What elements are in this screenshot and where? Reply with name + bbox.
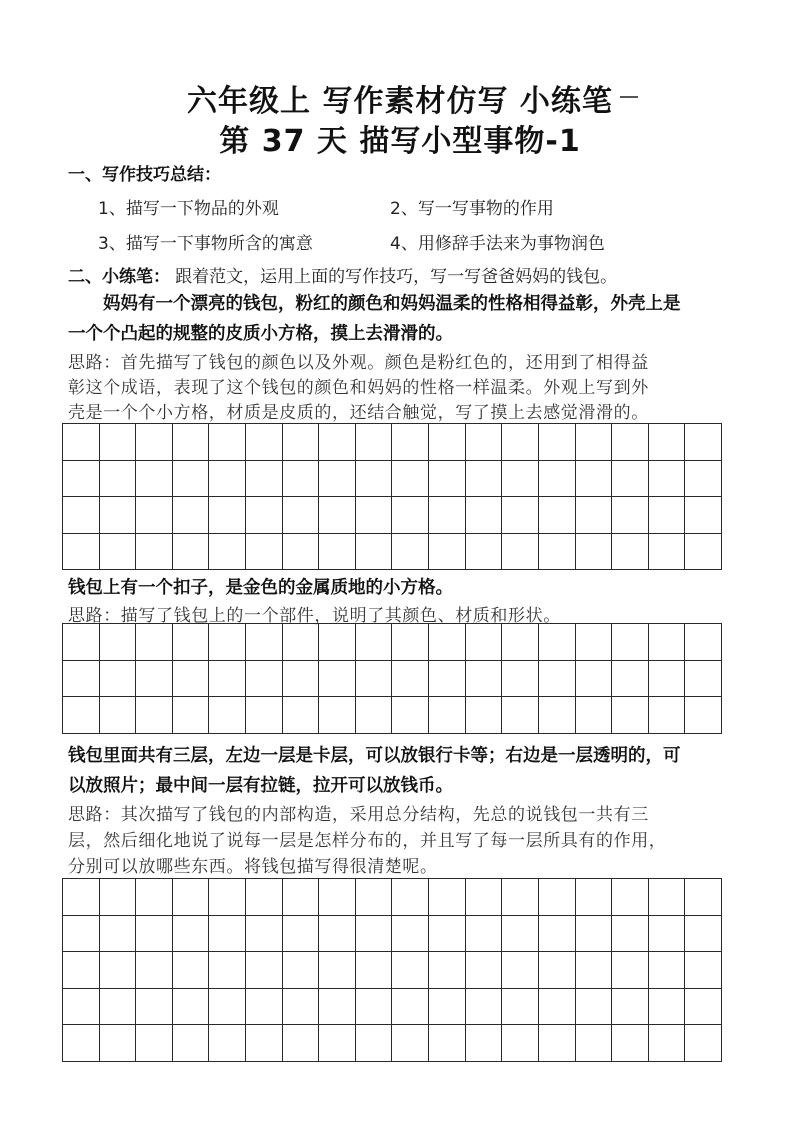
writing-cell[interactable] (392, 661, 429, 698)
writing-cell[interactable] (356, 989, 393, 1026)
writing-cell[interactable] (136, 497, 173, 534)
writing-cell[interactable] (502, 952, 539, 989)
writing-cell[interactable] (246, 534, 283, 571)
writing-cell[interactable] (356, 497, 393, 534)
writing-cell[interactable] (429, 916, 466, 953)
writing-cell[interactable] (612, 461, 649, 498)
writing-cell[interactable] (209, 461, 246, 498)
writing-cell[interactable] (466, 952, 503, 989)
writing-cell[interactable] (392, 534, 429, 571)
writing-cell[interactable] (576, 497, 613, 534)
writing-cell[interactable] (173, 989, 210, 1026)
writing-cell[interactable] (392, 1025, 429, 1062)
writing-cell[interactable] (392, 697, 429, 734)
writing-cell[interactable] (539, 461, 576, 498)
writing-cell[interactable] (136, 952, 173, 989)
writing-cell[interactable] (685, 461, 722, 498)
writing-cell[interactable] (649, 697, 686, 734)
writing-cell[interactable] (685, 424, 722, 461)
writing-cell[interactable] (612, 1025, 649, 1062)
writing-cell[interactable] (429, 424, 466, 461)
writing-cell[interactable] (429, 497, 466, 534)
writing-cell[interactable] (539, 497, 576, 534)
writing-cell[interactable] (466, 879, 503, 916)
tip-2: 2、写一写事物的作用 (390, 199, 554, 219)
writing-cell[interactable] (356, 916, 393, 953)
writing-cell[interactable] (246, 1025, 283, 1062)
section-1-heading: 一、写作技巧总结： (68, 165, 221, 185)
writing-cell[interactable] (539, 424, 576, 461)
writing-cell[interactable] (576, 424, 613, 461)
writing-cell[interactable] (100, 697, 137, 734)
writing-cell[interactable] (649, 461, 686, 498)
writing-cell[interactable] (429, 1025, 466, 1062)
writing-cell[interactable] (246, 424, 283, 461)
writing-cell[interactable] (209, 697, 246, 734)
writing-cell[interactable] (649, 989, 686, 1026)
writing-cell[interactable] (539, 916, 576, 953)
writing-cell[interactable] (429, 879, 466, 916)
writing-cell[interactable] (100, 461, 137, 498)
writing-cell[interactable] (283, 461, 320, 498)
writing-cell[interactable] (136, 624, 173, 661)
writing-cell[interactable] (612, 989, 649, 1026)
writing-cell[interactable] (246, 879, 283, 916)
model-sentence: 一个个凸起的规整的皮质小方格，摸上去滑滑的。 (68, 324, 453, 344)
writing-cell[interactable] (63, 952, 100, 989)
writing-cell[interactable] (209, 879, 246, 916)
writing-cell[interactable] (649, 879, 686, 916)
writing-cell[interactable] (429, 989, 466, 1026)
writing-cell[interactable] (576, 661, 613, 698)
page-subtitle: 第 37 天 描写小型事物-1 (219, 124, 581, 159)
writing-cell[interactable] (576, 879, 613, 916)
writing-cell[interactable] (283, 497, 320, 534)
writing-cell[interactable] (392, 879, 429, 916)
model-sentence: 以放照片；最中间一层有拉链，拉开可以放钱币。 (68, 776, 453, 796)
writing-cell[interactable] (319, 534, 356, 571)
writing-cell[interactable] (63, 424, 100, 461)
writing-cell[interactable] (173, 497, 210, 534)
writing-cell[interactable] (319, 879, 356, 916)
writing-cell[interactable] (319, 989, 356, 1026)
writing-cell[interactable] (63, 1025, 100, 1062)
writing-cell[interactable] (649, 624, 686, 661)
writing-cell[interactable] (136, 697, 173, 734)
writing-cell[interactable] (136, 661, 173, 698)
writing-cell[interactable] (685, 497, 722, 534)
writing-cell[interactable] (612, 424, 649, 461)
writing-cell[interactable] (319, 624, 356, 661)
writing-cell[interactable] (319, 424, 356, 461)
writing-cell[interactable] (209, 424, 246, 461)
writing-cell[interactable] (429, 534, 466, 571)
writing-cell[interactable] (283, 661, 320, 698)
writing-cell[interactable] (392, 916, 429, 953)
writing-cell[interactable] (576, 916, 613, 953)
writing-cell[interactable] (173, 1025, 210, 1062)
writing-cell[interactable] (63, 697, 100, 734)
writing-cell[interactable] (539, 1025, 576, 1062)
writing-cell[interactable] (576, 697, 613, 734)
writing-cell[interactable] (173, 461, 210, 498)
writing-cell[interactable] (649, 661, 686, 698)
writing-cell[interactable] (466, 461, 503, 498)
writing-cell[interactable] (319, 661, 356, 698)
section-2-header (68, 262, 617, 287)
writing-cell[interactable] (685, 952, 722, 989)
writing-cell[interactable] (319, 461, 356, 498)
writing-cell[interactable] (612, 661, 649, 698)
writing-cell[interactable] (576, 989, 613, 1026)
thought-text: 壳是一个个小方格，材质是皮质的，还结合触觉，写了摸上去感觉滑滑的。 (68, 403, 649, 423)
writing-cell[interactable] (63, 661, 100, 698)
writing-cell[interactable] (539, 534, 576, 571)
writing-cell[interactable] (576, 952, 613, 989)
writing-cell[interactable] (612, 879, 649, 916)
writing-cell[interactable] (466, 989, 503, 1026)
writing-cell[interactable] (356, 534, 393, 571)
writing-cell[interactable] (283, 534, 320, 571)
writing-cell[interactable] (173, 952, 210, 989)
writing-cell[interactable] (685, 534, 722, 571)
writing-cell[interactable] (136, 916, 173, 953)
title-dash (620, 96, 638, 98)
writing-cell[interactable] (63, 497, 100, 534)
writing-cell[interactable] (283, 424, 320, 461)
writing-cell[interactable] (429, 624, 466, 661)
thought-text: 层，然后细化地说了说每一层是怎样分布的，并且写了每一层所具有的作用， (68, 831, 667, 851)
model-sentence: 钱包上有一个扣子，是金色的金属质地的小方格。 (68, 578, 453, 598)
writing-cell[interactable] (502, 661, 539, 698)
writing-cell[interactable] (356, 879, 393, 916)
writing-cell[interactable] (466, 497, 503, 534)
writing-cell[interactable] (685, 1025, 722, 1062)
writing-cell[interactable] (612, 916, 649, 953)
writing-cell[interactable] (392, 497, 429, 534)
writing-cell[interactable] (539, 952, 576, 989)
writing-cell[interactable] (502, 989, 539, 1026)
writing-cell[interactable] (63, 534, 100, 571)
writing-cell[interactable] (466, 534, 503, 571)
writing-cell[interactable] (392, 424, 429, 461)
writing-cell[interactable] (502, 879, 539, 916)
writing-cell[interactable] (209, 952, 246, 989)
writing-cell[interactable] (136, 989, 173, 1026)
page-title: 六年级上 写作素材仿写 小练笔 (187, 84, 613, 119)
writing-cell[interactable] (356, 661, 393, 698)
writing-cell[interactable] (100, 497, 137, 534)
writing-cell[interactable] (246, 952, 283, 989)
writing-cell[interactable] (612, 497, 649, 534)
writing-cell[interactable] (246, 989, 283, 1026)
writing-cell[interactable] (209, 1025, 246, 1062)
writing-cell[interactable] (685, 661, 722, 698)
writing-cell[interactable] (246, 624, 283, 661)
writing-cell[interactable] (466, 697, 503, 734)
writing-cell[interactable] (392, 624, 429, 661)
writing-cell[interactable] (466, 424, 503, 461)
tip-3: 3、描写一下事物所含的寓意 (98, 234, 313, 254)
writing-cell[interactable] (63, 916, 100, 953)
writing-cell[interactable] (100, 879, 137, 916)
writing-cell[interactable] (502, 424, 539, 461)
model-sentence: 妈妈有一个漂亮的钱包，粉红的颜色和妈妈温柔的性格相得益彰，外壳上是 (68, 294, 681, 314)
writing-cell[interactable] (319, 1025, 356, 1062)
writing-cell[interactable] (283, 989, 320, 1026)
thought-text: 彰这个成语，表现了这个钱包的颜色和妈妈的性格一样温柔。外观上写到外 (68, 378, 649, 398)
writing-cell[interactable] (612, 624, 649, 661)
writing-cell[interactable] (685, 697, 722, 734)
writing-cell[interactable] (63, 461, 100, 498)
tip-4: 4、用修辞手法来为事物润色 (390, 234, 605, 254)
writing-cell[interactable] (63, 624, 100, 661)
writing-cell[interactable] (392, 952, 429, 989)
writing-cell[interactable] (576, 624, 613, 661)
writing-cell[interactable] (209, 497, 246, 534)
writing-cell[interactable] (685, 879, 722, 916)
writing-cell[interactable] (246, 661, 283, 698)
writing-cell[interactable] (100, 624, 137, 661)
writing-cell[interactable] (209, 624, 246, 661)
writing-cell[interactable] (173, 624, 210, 661)
writing-cell[interactable] (136, 534, 173, 571)
writing-cell[interactable] (319, 952, 356, 989)
writing-cell[interactable] (173, 916, 210, 953)
writing-cell[interactable] (649, 534, 686, 571)
writing-cell[interactable] (429, 661, 466, 698)
writing-cell[interactable] (209, 534, 246, 571)
writing-cell[interactable] (173, 879, 210, 916)
writing-cell[interactable] (649, 916, 686, 953)
writing-cell[interactable] (539, 879, 576, 916)
writing-cell[interactable] (539, 624, 576, 661)
writing-cell[interactable] (685, 916, 722, 953)
writing-cell[interactable] (649, 497, 686, 534)
writing-cell[interactable] (283, 879, 320, 916)
writing-cell[interactable] (502, 916, 539, 953)
writing-cell[interactable] (136, 1025, 173, 1062)
writing-cell[interactable] (502, 497, 539, 534)
writing-cell[interactable] (173, 424, 210, 461)
writing-cell[interactable] (685, 624, 722, 661)
writing-cell[interactable] (356, 1025, 393, 1062)
thought-text: 思路：描写了钱包上的一个部件，说明了其颜色、材质和形状。 (68, 606, 561, 626)
writing-cell[interactable] (136, 461, 173, 498)
writing-cell[interactable] (173, 534, 210, 571)
model-sentence: 钱包里面共有三层，左边一层是卡层，可以放银行卡等；右边是一层透明的，可 (68, 746, 681, 766)
writing-cell[interactable] (502, 534, 539, 571)
writing-cell[interactable] (283, 624, 320, 661)
writing-cell[interactable] (100, 534, 137, 571)
writing-cell[interactable] (100, 661, 137, 698)
writing-cell[interactable] (576, 534, 613, 571)
writing-cell[interactable] (356, 952, 393, 989)
writing-cell[interactable] (63, 879, 100, 916)
writing-cell[interactable] (466, 661, 503, 698)
writing-cell[interactable] (100, 1025, 137, 1062)
writing-cell[interactable] (356, 697, 393, 734)
section-2-instruction: 跟着范文，运用上面的写作技巧，写一写爸爸妈妈的钱包。 (175, 267, 618, 287)
writing-cell[interactable] (429, 461, 466, 498)
writing-cell[interactable] (356, 624, 393, 661)
writing-cell[interactable] (576, 1025, 613, 1062)
writing-cell[interactable] (136, 424, 173, 461)
writing-cell[interactable] (429, 697, 466, 734)
writing-cell[interactable] (319, 916, 356, 953)
writing-cell[interactable] (246, 697, 283, 734)
writing-cell[interactable] (649, 952, 686, 989)
writing-cell[interactable] (283, 697, 320, 734)
thought-text: 分别可以放哪些东西。将钱包描写得很清楚呢。 (68, 857, 438, 877)
writing-cell[interactable] (649, 424, 686, 461)
writing-cell[interactable] (576, 461, 613, 498)
writing-cell[interactable] (209, 989, 246, 1026)
writing-cell[interactable] (502, 1025, 539, 1062)
writing-cell[interactable] (612, 534, 649, 571)
writing-cell[interactable] (246, 497, 283, 534)
writing-cell[interactable] (209, 916, 246, 953)
writing-cell[interactable] (100, 424, 137, 461)
writing-cell[interactable] (539, 697, 576, 734)
writing-cell[interactable] (466, 1025, 503, 1062)
writing-cell[interactable] (173, 661, 210, 698)
writing-cell[interactable] (173, 697, 210, 734)
writing-cell[interactable] (502, 697, 539, 734)
writing-cell[interactable] (319, 497, 356, 534)
writing-cell[interactable] (612, 952, 649, 989)
writing-cell[interactable] (429, 952, 466, 989)
writing-cell[interactable] (136, 879, 173, 916)
writing-cell[interactable] (502, 461, 539, 498)
writing-cell[interactable] (246, 916, 283, 953)
writing-cell[interactable] (539, 989, 576, 1026)
writing-cell[interactable] (466, 624, 503, 661)
tip-1: 1、描写一下物品的外观 (98, 199, 279, 219)
writing-cell[interactable] (502, 624, 539, 661)
writing-cell[interactable] (246, 461, 283, 498)
writing-cell[interactable] (63, 989, 100, 1026)
writing-cell[interactable] (283, 1025, 320, 1062)
writing-cell[interactable] (392, 989, 429, 1026)
writing-grid[interactable] (62, 423, 722, 570)
section-2-heading: 二、小练笔： (68, 267, 170, 287)
writing-cell[interactable] (685, 989, 722, 1026)
writing-cell[interactable] (283, 952, 320, 989)
writing-cell[interactable] (319, 697, 356, 734)
writing-grid[interactable] (62, 623, 722, 734)
writing-cell[interactable] (283, 916, 320, 953)
writing-cell[interactable] (100, 916, 137, 953)
writing-cell[interactable] (356, 424, 393, 461)
thought-text: 思路：首先描写了钱包的颜色以及外观。颜色是粉红色的，还用到了相得益 (68, 353, 649, 373)
writing-cell[interactable] (612, 697, 649, 734)
writing-cell[interactable] (100, 989, 137, 1026)
writing-cell[interactable] (539, 661, 576, 698)
writing-grid[interactable] (62, 878, 722, 1062)
writing-cell[interactable] (649, 1025, 686, 1062)
writing-cell[interactable] (392, 461, 429, 498)
thought-text: 思路：其次描写了钱包的内部构造，采用总分结构，先总的说钱包一共有三 (68, 805, 649, 825)
writing-cell[interactable] (356, 461, 393, 498)
writing-cell[interactable] (466, 916, 503, 953)
writing-cell[interactable] (100, 952, 137, 989)
writing-cell[interactable] (209, 661, 246, 698)
